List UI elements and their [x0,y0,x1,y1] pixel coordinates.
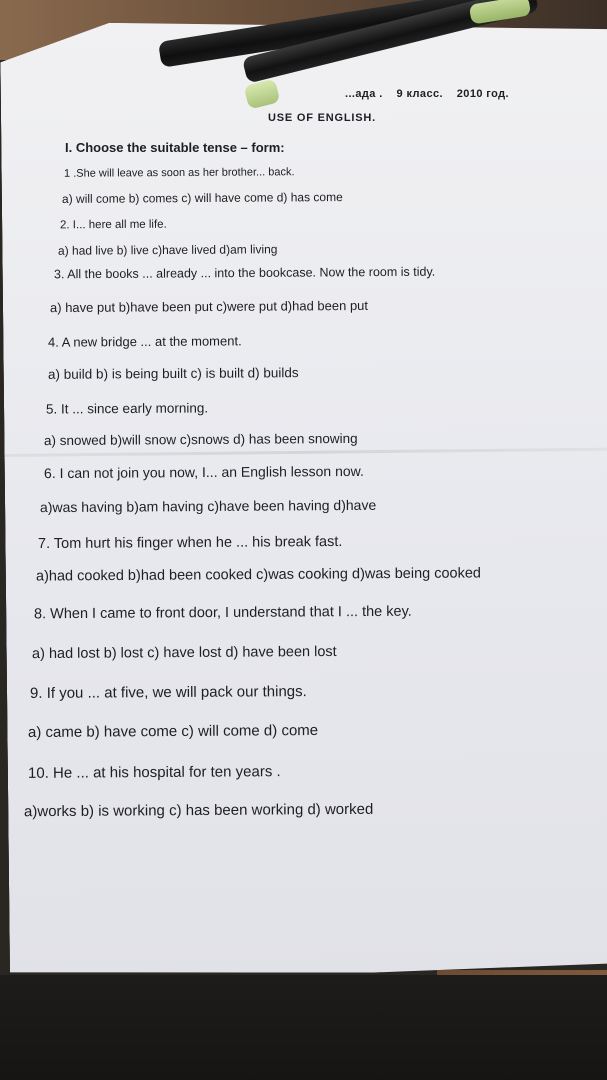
answers-8: a) had lost b) lost c) have lost d) have been lost [31,643,337,663]
question-4: 4. A new bridge ... at the moment. [47,333,242,350]
answers-3: a) have put b)have been put c)were put d)had been put [49,297,369,316]
header-olympiad: ...ада . [345,88,383,100]
answers-4: a) build b) is being built c) is built d) builds [47,365,299,382]
question-1: 1 .She will leave as soon as her brother... back. [63,166,295,180]
answers-10: a)works b) is working c) has been working d) worked [23,800,374,821]
question-9: 9. If you ... at five, we will pack our things. [29,683,307,702]
question-2: 2. I... here all me life. [59,218,167,232]
answers-7: a)had cooked b)had been cooked c)was cooking d)was being cooked [35,565,482,585]
answers-5: a) snowed b)will snow c)snows d) has been snowing [43,430,358,449]
question-8: 8. When I came to front door, I understand that I ... the key. [33,603,412,623]
answers-2: a) had live b) live c)have lived d)am living [57,242,278,258]
task-title: I. Choose the suitable tense – form: [65,140,285,155]
worksheet-subtitle: USE OF ENGLISH. [268,112,376,124]
header-year: 2010 год. [456,88,509,100]
question-3: 3. All the books ... already ... into the bookcase. Now the room is tidy. [53,264,436,282]
answers-9: a) came b) have come c) will come d) come [27,721,319,742]
question-5: 5. It ... since early morning. [45,400,209,417]
question-6: 6. I can not join you now, I... an English lesson now. [43,462,364,482]
question-7: 7. Tom hurt his finger when he ... his break fast. [37,533,343,553]
worksheet-header [345,88,509,100]
header-grade: 9 класс. [396,88,443,100]
answers-6: a)was having b)am having c)have been having d)have [39,496,377,516]
answers-1: a) will come b) comes c) will have come d) has come [61,190,343,206]
question-10: 10. He ... at his hospital for ten years . [27,763,281,782]
